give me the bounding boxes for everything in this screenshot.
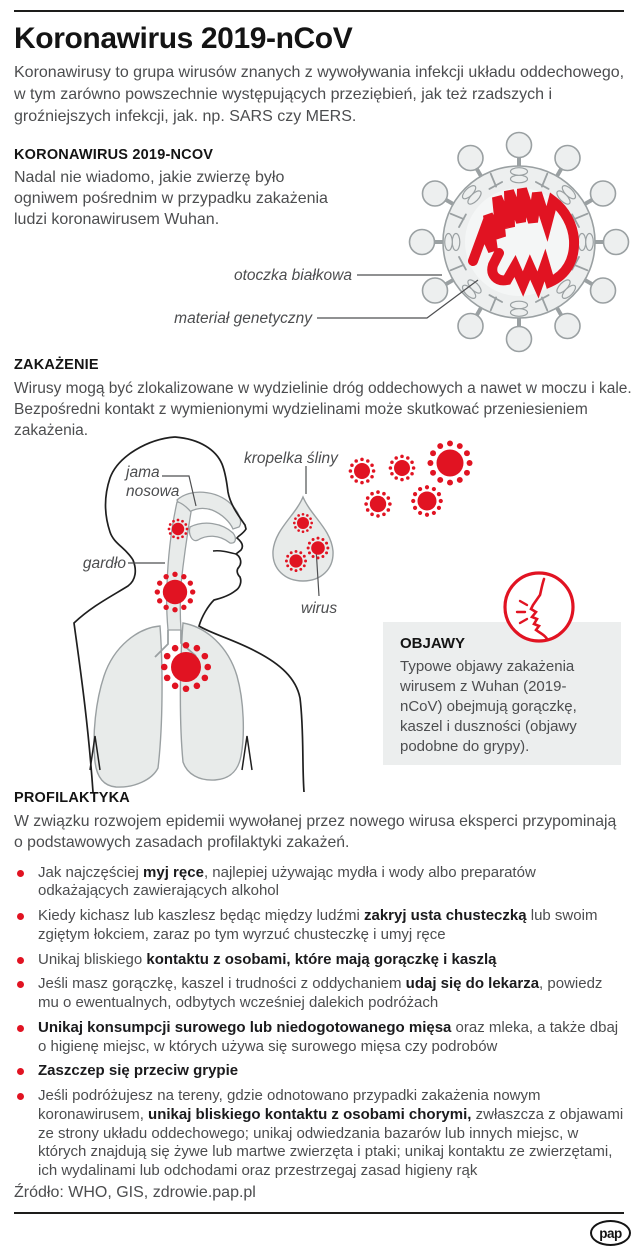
pap-logo: pap	[590, 1220, 631, 1246]
prophylaxis-list	[14, 864, 626, 1181]
prophylaxis-item: Zaszczep się przeciw grypie	[14, 1062, 626, 1081]
prophylaxis-intro: W związku rozwojem epidemii wywołanej przez nowego wirusa eksperci przypominają o podstawowych zasadach profilaktyki zakażeń.	[14, 813, 617, 851]
section-infection-header: ZAKAŻENIE	[14, 357, 99, 373]
symptoms-header: OBJAWY	[400, 635, 466, 652]
prophylaxis-item: Kiedy kichasz lub kaszlesz będąc między ludźmi zakryj usta chusteczką lub swoim zgiętym łokciem, zaraz po tym wyrzuć chusteczkę i umyj ręce	[14, 907, 626, 945]
virus-description: Nadal nie wiadomo, jakie zwierzę było ogniwem pośrednim w przypadku zakażenia ludzi koronawirusem Wuhan.	[14, 169, 328, 228]
label-nasal-cavity: jama nosowa	[126, 464, 180, 501]
symptoms-text: Typowe objawy zakażenia wirusem z Wuhan (2019-nCoV) obejmują gorączkę, kaszel i duszności (objawy podobne do grypy).	[400, 658, 577, 755]
label-saliva-droplet: kropelka śliny	[244, 450, 338, 467]
section-prophylaxis-header: PROFILAKTYKA	[14, 790, 130, 806]
intro-text: Koronawirusy to grupa wirusów znanych z wywoływania infekcji układu oddechowego, w tym zarówno powszechnie występujących przeziębień, jak też rzadszych i groźniejszych infekcji, jak. np. SARS czy MERS.	[14, 64, 625, 126]
airway-shape	[167, 492, 241, 630]
label-protein-envelope: otoczka białkowa	[233, 267, 352, 284]
section-virus-header: KORONAWIRUS 2019-NCOV	[14, 147, 214, 163]
infection-description: Wirusy mogą być zlokalizowane w wydzielinie dróg oddechowych a nawet w moczu i kale. Bezpośredni kontakt z wymienionymi wydzielinami może skutkować przeniesieniem zakażenia.	[14, 380, 632, 439]
bottom-rule	[14, 1212, 624, 1214]
label-throat: gardło	[82, 555, 126, 572]
prophylaxis-item: Jeśli podróżujesz na tereny, gdzie odnotowano przypadki zakażenia nowym koronawirusem, unikaj bliskiego kontaktu z osobami chorymi, zwłaszcza z objawami ze strony układu oddechowego; unikaj odwiedzania bazarów lub innych miejsc, w których znajdują się żywe lub martwe zwierzęta i ptaki; unikaj kontaktu ze zwierzętami, ich wydalinami lub odchodami oraz przestrzegaj zasad higieny rąk	[14, 1087, 626, 1181]
page-title: Koronawirus 2019-nCoV	[14, 22, 353, 55]
cough-icon	[501, 569, 577, 645]
label-genetic-material: materiał genetyczny	[174, 310, 312, 327]
label-virus: wirus	[301, 600, 338, 617]
top-rule	[14, 10, 624, 12]
virus-connector-lines	[0, 140, 638, 350]
prophylaxis-item: Unikaj konsumpcji surowego lub niedogotowanego mięsa oraz mleka, a także dbaj o higienę miejsc, w których używa się surowego mięsa czy podrobów	[14, 1019, 626, 1057]
prophylaxis-item: Unikaj bliskiego kontaktu z osobami, które mają gorączkę i kaszlą	[14, 951, 626, 970]
source-text: Źródło: WHO, GIS, zdrowie.pap.pl	[14, 1184, 256, 1201]
prophylaxis-item: Jak najczęściej myj ręce, najlepiej używając mydła i wody albo preparatów odkażających zawierających alkohol	[14, 864, 626, 902]
prophylaxis-item: Jeśli masz gorączkę, kaszel i trudności z oddychaniem udaj się do lekarza, powiedz mu o ewentualnych, odbytych wcześniej dalekich podróżach	[14, 975, 626, 1013]
lungs-shape	[94, 623, 243, 787]
section-prophylaxis	[14, 790, 626, 1187]
